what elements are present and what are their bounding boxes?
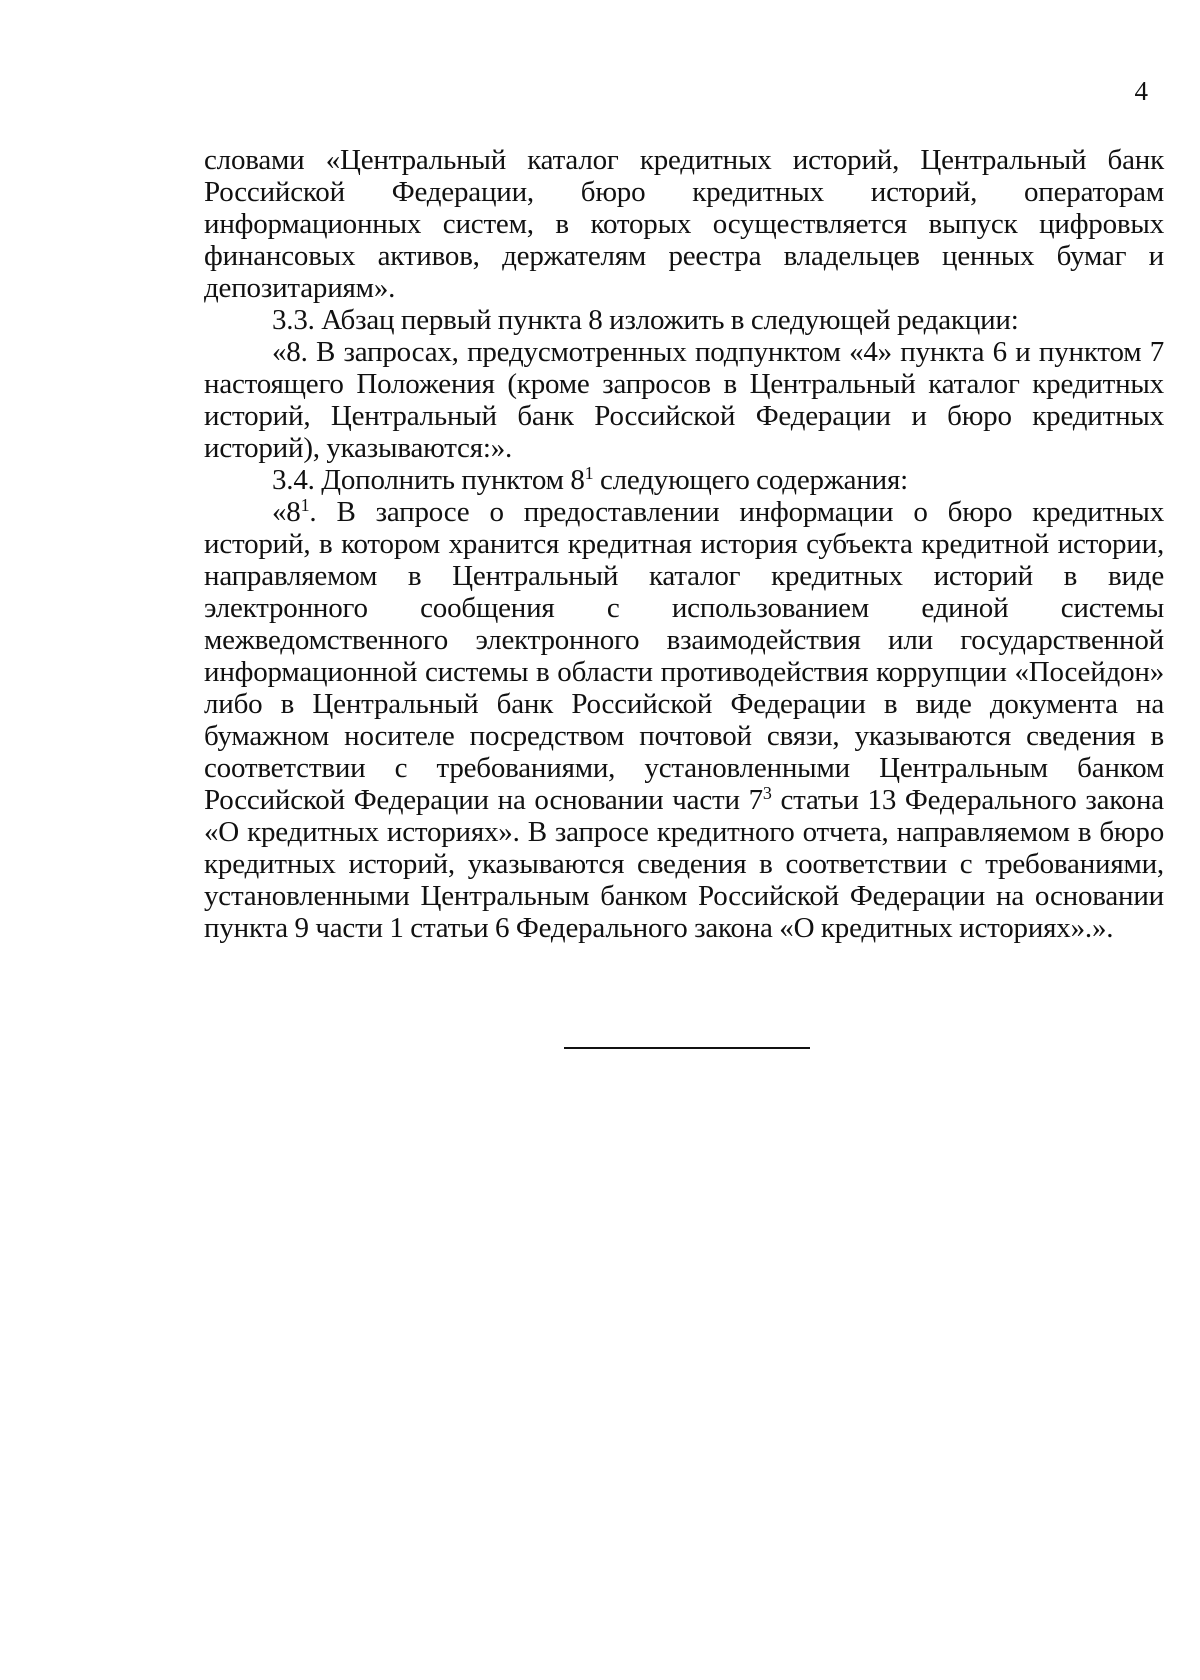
point-8-1-text-start: «8 <box>272 496 301 528</box>
paragraph-item-3-4 <box>204 464 1164 496</box>
paragraph-item-3-3: 3.3. Абзац первый пункта 8 изложить в следующей редакции: <box>272 304 1019 336</box>
item-3-4-text-before: 3.4. Дополнить пунктом 8 <box>272 464 585 496</box>
part-7-3-superscript: 3 <box>762 783 772 803</box>
paragraph-point-8-1 <box>204 496 1164 944</box>
item-3-4-superscript: 1 <box>584 463 594 483</box>
page-number: 4 <box>1134 76 1148 106</box>
point-8-1-superscript: 1 <box>300 495 310 515</box>
document-body <box>204 144 1164 944</box>
point-8-1-text-end: статьи 13 Федерального закона «О кредитных историях». В запросе кредитного отчета, направляемом в бюро кредитных историй, указываются сведения в соответствии с требованиями, установленными Центральным банком Российской Федерации на основании пункта 9 части 1 статьи 6 Федерального закона «О кредитных историях».». <box>204 784 1164 944</box>
item-3-4-text-after: следующего содержания: <box>593 464 908 496</box>
paragraph-continuation: словами «Центральный каталог кредитных историй, Центральный банк Российской Федерации, бюро кредитных историй, операторам информационных систем, в которых осуществляется выпуск цифровых финансовых активов, держателям реестра владельцев ценных бумаг и депозитариям». <box>204 144 1164 304</box>
paragraph-point-8: «8. В запросах, предусмотренных подпунктом «4» пункта 6 и пунктом 7 настоящего Положения (кроме запросов в Центральный каталог кредитных историй, Центральный банк Российской Федерации и бюро кредитных историй), указываются:». <box>204 336 1164 464</box>
end-of-document-rule <box>564 1047 810 1049</box>
point-8-1-text-middle: . В запросе о предоставлении информации о бюро кредитных историй, в котором хранится кредитная история субъекта кредитной истории, направляемом в Центральный каталог кредитных историй в виде электронного сообщения с использованием единой системы межведомственного электронного взаимодействия или государственной информационной системы в области противодействия коррупции «Посейдон» либо в Центральный банк Российской Федерации в виде документа на бумажном носителе посредством почтовой связи, указываются сведения в соответствии с требованиями, установленными Центральным банком Российской Федерации на основании части 7 <box>204 496 1164 816</box>
